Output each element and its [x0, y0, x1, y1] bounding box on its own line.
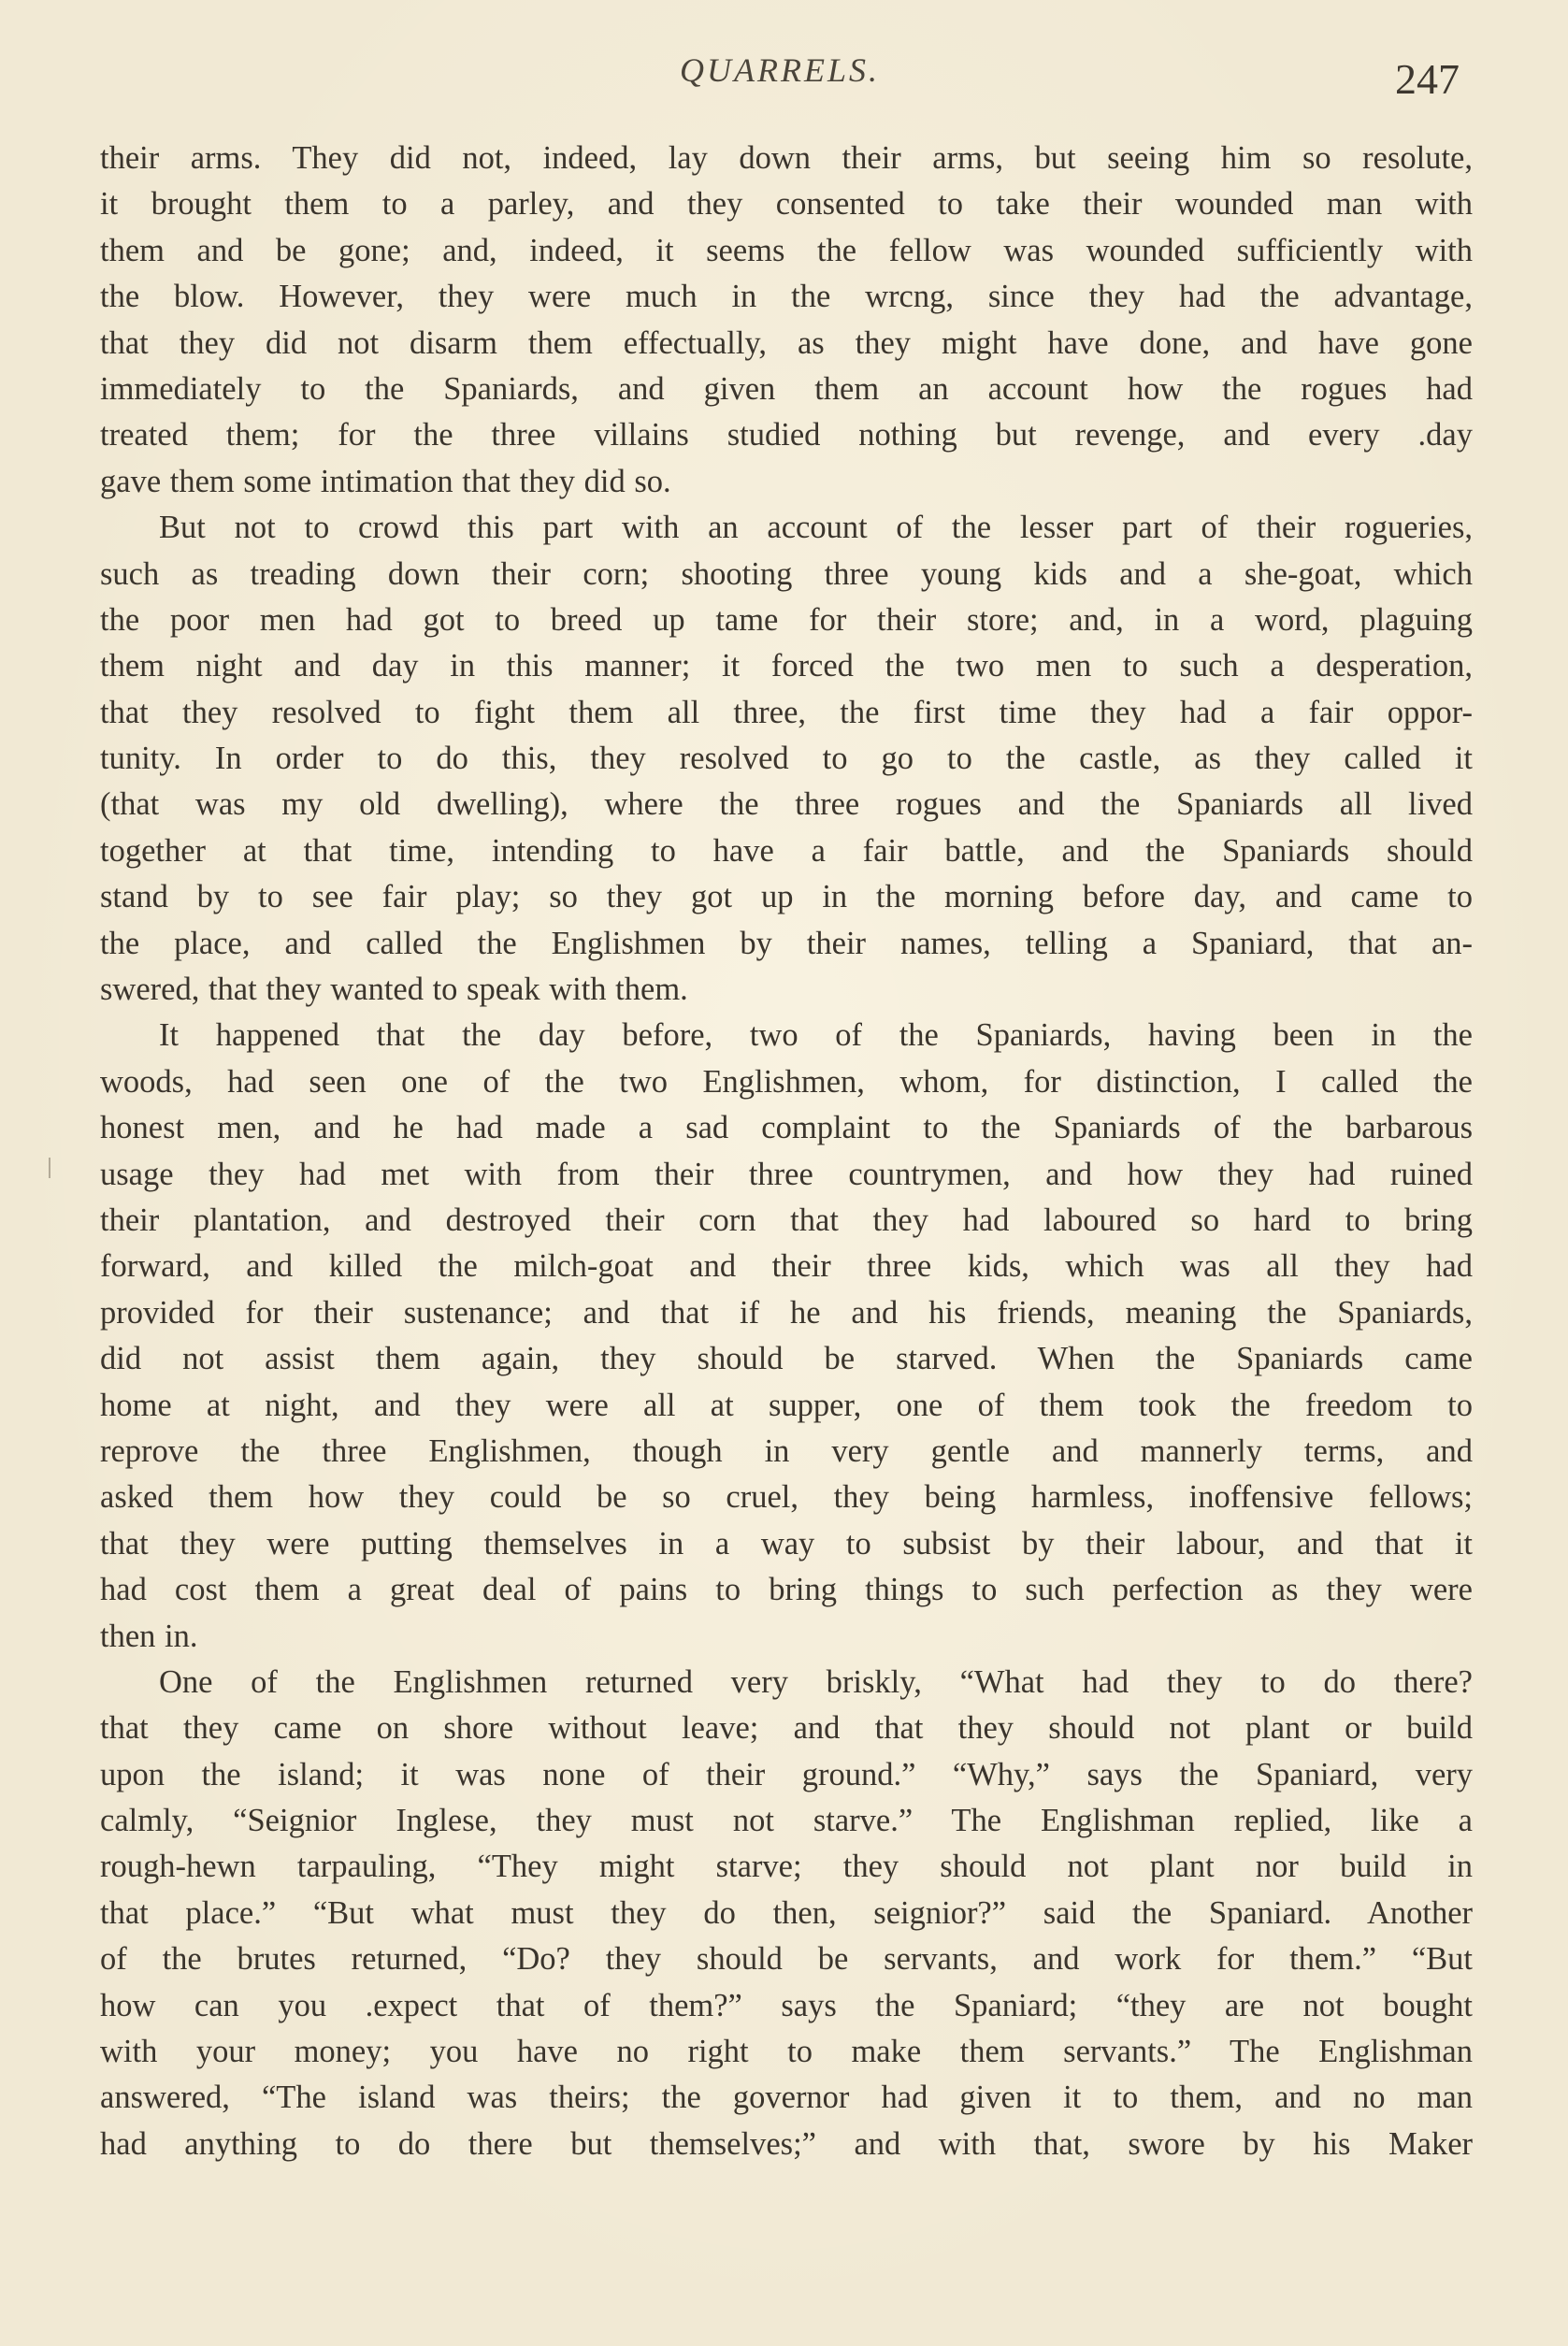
text-line: the blow. However, they were much in the wrcng, since they had the advantage,	[100, 279, 1473, 315]
text-line: the poor men had got to breed up tame for their store; and, in a word, plaguing	[100, 601, 1473, 638]
text-line: them night and day in this manner; it forced the two men to such a desperation,	[100, 648, 1473, 684]
text-line: One of the Englishmen returned very briskly, “What had they to do there?	[159, 1663, 1473, 1700]
text-line: honest men, and he had made a sad complaint to the Spaniards of the barbarous	[100, 1110, 1473, 1146]
text-line: provided for their sustenance; and that if he and his friends, meaning the Spaniards,	[100, 1294, 1473, 1331]
text-line: that they did not disarm them effectually, as they might have done, and have gone	[100, 324, 1473, 361]
text-line: it brought them to a parley, and they consented to take their wounded man with	[100, 186, 1473, 223]
text-line: had anything to do there but themselves;” and with that, swore by his Maker	[100, 2125, 1473, 2162]
text-line: tunity. In order to do this, they resolved to go to the castle, as they called it	[100, 741, 1473, 777]
text-line: upon the island; it was none of their ground.” “Why,” says the Spaniard, very	[100, 1756, 1473, 1792]
text-line: reprove the three Englishmen, though in very gentle and mannerly terms, and	[100, 1432, 1473, 1469]
text-line: usage they had met with from their three countrymen, and how they had ruined	[100, 1156, 1473, 1192]
text-line: had cost them a great deal of pains to bring things to such perfection as they were	[100, 1572, 1473, 1608]
text-line: how can you .expect that of them?” says the Spaniard; “they are not bought	[100, 1987, 1473, 2023]
text-line: rough-hewn tarpauling, “They might starve; they should not plant nor build in	[100, 1849, 1473, 1885]
text-line: immediately to the Spaniards, and given them an account how the rogues had	[100, 370, 1473, 407]
body-text	[100, 136, 1473, 2167]
text-line: them and be gone; and, indeed, it seems the fellow was wounded sufficiently with	[100, 232, 1473, 268]
text-line: calmly, “Seignior Inglese, they must not starve.” The Englishman replied, like a	[100, 1803, 1473, 1839]
text-line: together at that time, intending to have a fair battle, and the Spaniards should	[100, 832, 1473, 869]
running-head	[0, 41, 1568, 103]
text-line: swered, that they wanted to speak with them.	[100, 972, 688, 1008]
text-line: with your money; you have no right to make them servants.” The Englishman	[100, 2034, 1473, 2070]
text-line: answered, “The island was theirs; the governor had given it to them, and no man	[100, 2080, 1473, 2116]
text-line: asked them how they could be so cruel, they being harmless, inoffensive fellows;	[100, 1479, 1473, 1516]
text-line: that they resolved to fight them all three, the first time they had a fair oppor-	[100, 694, 1473, 730]
text-line: their plantation, and destroyed their corn that they had laboured so hard to bring	[100, 1202, 1473, 1238]
page-number: 247	[1395, 55, 1460, 103]
text-line: such as treading down their corn; shooting three young kids and a she-goat, which	[100, 555, 1473, 592]
text-line: their arms. They did not, indeed, lay down their arms, but seeing him so resolute,	[100, 140, 1473, 176]
text-line: then in.	[100, 1618, 198, 1654]
text-line: that they were putting themselves in a way to subsist by their labour, and that it	[100, 1525, 1473, 1562]
text-line: did not assist them again, they should be starved. When the Spaniards came	[100, 1341, 1473, 1377]
text-line: woods, had seen one of the two Englishmen, whom, for distinction, I called the	[100, 1063, 1473, 1100]
text-line: that place.” “But what must they do then, seignior?” said the Spaniard. Another	[100, 1894, 1473, 1931]
text-line: But not to crowd this part with an account of the lesser part of their rogueries,	[159, 510, 1473, 546]
running-title: QUARRELS.	[680, 51, 880, 89]
margin-mark	[49, 1158, 50, 1178]
text-line: (that was my old dwelling), where the three rogues and the Spaniards all lived	[100, 786, 1473, 823]
text-line: treated them; for the three villains studied nothing but revenge, and every .day	[100, 417, 1473, 453]
text-line: stand by to see fair play; so they got up in the morning before day, and came to	[100, 879, 1473, 915]
text-line: gave them some intimation that they did so.	[100, 463, 671, 499]
text-line: the place, and called the Englishmen by their names, telling a Spaniard, that an-	[100, 925, 1473, 961]
text-line: that they came on shore without leave; and that they should not plant or build	[100, 1710, 1473, 1747]
text-line: forward, and killed the milch-goat and their three kids, which was all they had	[100, 1248, 1473, 1285]
text-line: It happened that the day before, two of the Spaniards, having been in the	[159, 1017, 1473, 1054]
text-line: home at night, and they were all at supper, one of them took the freedom to	[100, 1387, 1473, 1423]
text-line: of the brutes returned, “Do? they should be servants, and work for them.” “But	[100, 1941, 1473, 1978]
